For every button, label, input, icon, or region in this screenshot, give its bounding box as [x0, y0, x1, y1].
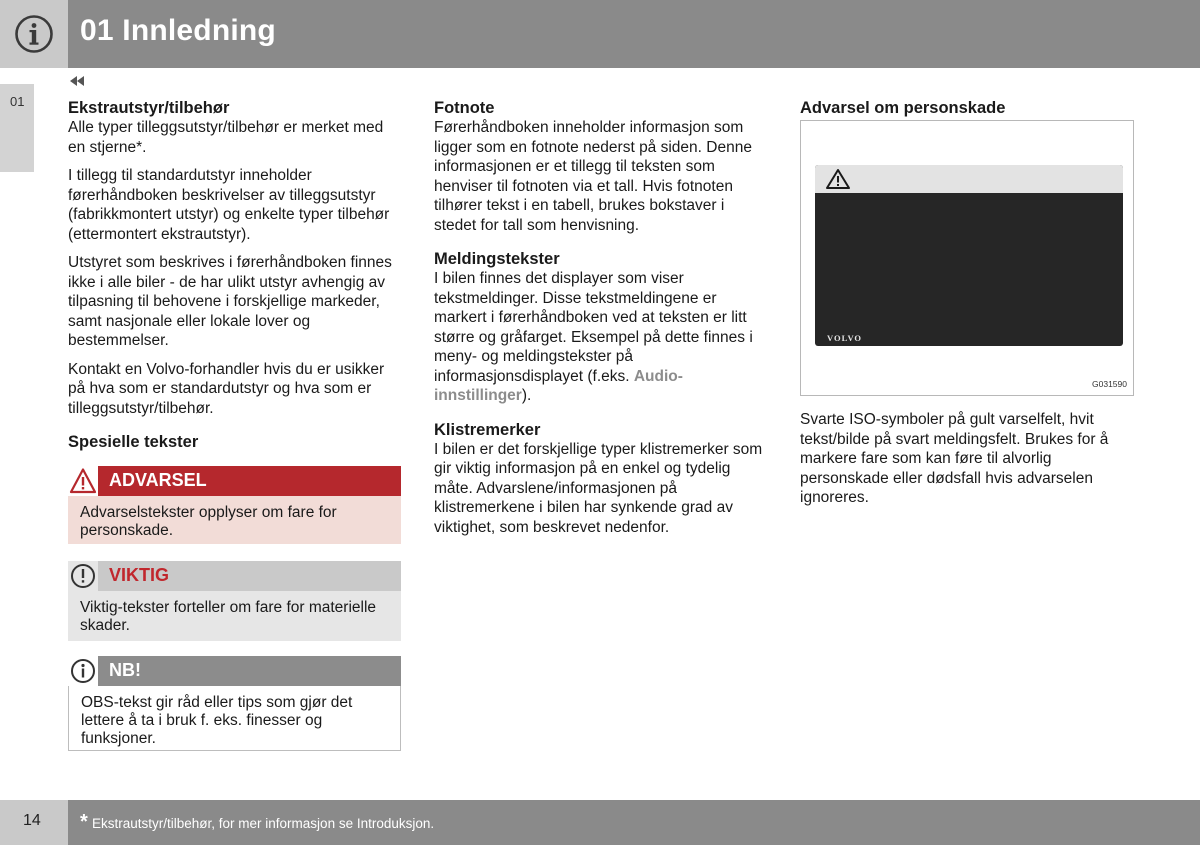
footnote-text: Ekstrautstyr/tilbehør, for mer informasjon se Introduksjon.: [92, 816, 435, 831]
column-right: [800, 96, 1136, 118]
double-chevron-left-icon[interactable]: [68, 72, 88, 90]
warning-notice-box: [68, 466, 401, 544]
note-notice-box: [68, 656, 401, 751]
display-text-example: Audio-innstillinger: [434, 367, 683, 404]
paragraph-meldingstekster: [434, 269, 769, 406]
exclamation-circle-icon: [68, 561, 98, 591]
section-heading-spesielle-tekster: Spesielle tekster: [68, 433, 199, 451]
chapter-header: [0, 0, 1200, 68]
section-heading-klistremerker: Klistremerker: [434, 420, 541, 439]
column-middle: [434, 96, 769, 546]
section-heading-ekstrautstyr: Ekstrautstyr/tilbehør: [68, 99, 230, 117]
paragraph: Utstyret som beskrives i førerhåndboken finnes ikke i alle biler - de har ulikt utstyr avhengig av tilpasning til behovene i forskjellige markeder, samt nasjonale eller lokale lover og bestemmelser.: [68, 254, 392, 349]
note-notice-label: NB!: [109, 660, 141, 680]
figure-caption: Svarte ISO-symboler på gult varselfelt, hvit tekst/bilde på svart meldingsfelt. Brukes for å markere fare som kan føre til alvorlig personskade eller dødsfall hvis advarselen ignoreres.: [800, 411, 1109, 506]
section-heading-fotnote: Fotnote: [434, 99, 495, 117]
paragraph: Alle typer tilleggsutstyr/tilbehør er merket med en stjerne*.: [68, 119, 384, 156]
chapter-side-tab[interactable]: [0, 84, 34, 172]
paragraph: Kontakt en Volvo-forhandler hvis du er usikker på hva som er standardutstyr og hva som er tilleggsutstyr/tilbehør.: [68, 360, 385, 417]
important-notice-box: [68, 561, 401, 641]
warning-sticker-symbol-field: [815, 165, 1123, 193]
info-circle-icon: [68, 656, 98, 686]
info-circle-icon: [14, 14, 54, 54]
section-heading-advarsel-personskade: Advarsel om personskade: [800, 99, 1006, 117]
warning-triangle-icon: [825, 168, 851, 190]
warning-notice-label: ADVARSEL: [109, 470, 207, 490]
warning-notice-text: Advarselstekster opplyser om fare for personskade.: [68, 496, 401, 544]
footnote-bar: [68, 800, 1200, 845]
figure-caption-block: [800, 410, 1136, 517]
note-notice-text: OBS-tekst gir råd eller tips som gjør det lettere å ta i bruk f. eks. finesser og funksjoner.: [68, 686, 401, 751]
paragraph: Førerhåndboken inneholder informasjon som ligger som en fotnote nederst på siden. Denne informasjonen er et tillegg til teksten som henviser til fotnoten via et tall. Hvis fotnoten tilhører tekst i en tabell, brukes bokstaver i stedet for tall som henvisning.: [434, 119, 752, 234]
important-notice-label: VIKTIG: [109, 565, 170, 585]
note-notice-header: [68, 656, 401, 686]
warning-label-figure: [800, 120, 1134, 396]
footnote-star: *: [80, 811, 88, 833]
warning-notice-header: [68, 466, 401, 496]
figure-code: G031590: [1092, 379, 1127, 389]
paragraph: I tillegg til standardutstyr inneholder førerhåndboken beskrivelser av tilleggsutstyr (fabrikkmontert utstyr) og enkelte typer tilbehør (ettermontert ekstrautstyr).: [68, 167, 390, 243]
page-number: 14: [23, 812, 41, 829]
volvo-logo-text: VOLVO: [827, 333, 863, 343]
important-notice-header: [68, 561, 401, 591]
column-left: [68, 96, 401, 452]
section-heading-meldingstekster: Meldingstekster: [434, 250, 560, 268]
warning-triangle-icon: [68, 466, 98, 496]
paragraph-text-end: ).: [521, 387, 532, 404]
chapter-side-tab-label: 01: [10, 94, 25, 109]
chapter-icon-box: [0, 0, 68, 68]
chapter-title: 01 Innledning: [80, 14, 276, 47]
important-notice-text: Viktig-tekster forteller om fare for materielle skader.: [68, 591, 401, 641]
paragraph: I bilen er det forskjellige typer klistremerker som gir viktig informasjon på en enkel og tydelig måte. Advarslene/informasjonen på klistremerkene i bilen har synkende grad av viktighet, som beskrevet nedenfor.: [434, 440, 763, 536]
warning-sticker: [815, 165, 1123, 346]
paragraph-text: I bilen finnes det displayer som viser tekstmeldinger. Disse tekstmeldingene er markert i førerhåndboken ved at teksten er litt større og gråfarget. Eksempel på dette finnes i meny- og meldingstekster på informasjonsdisplayet (f.eks.: [434, 270, 753, 385]
